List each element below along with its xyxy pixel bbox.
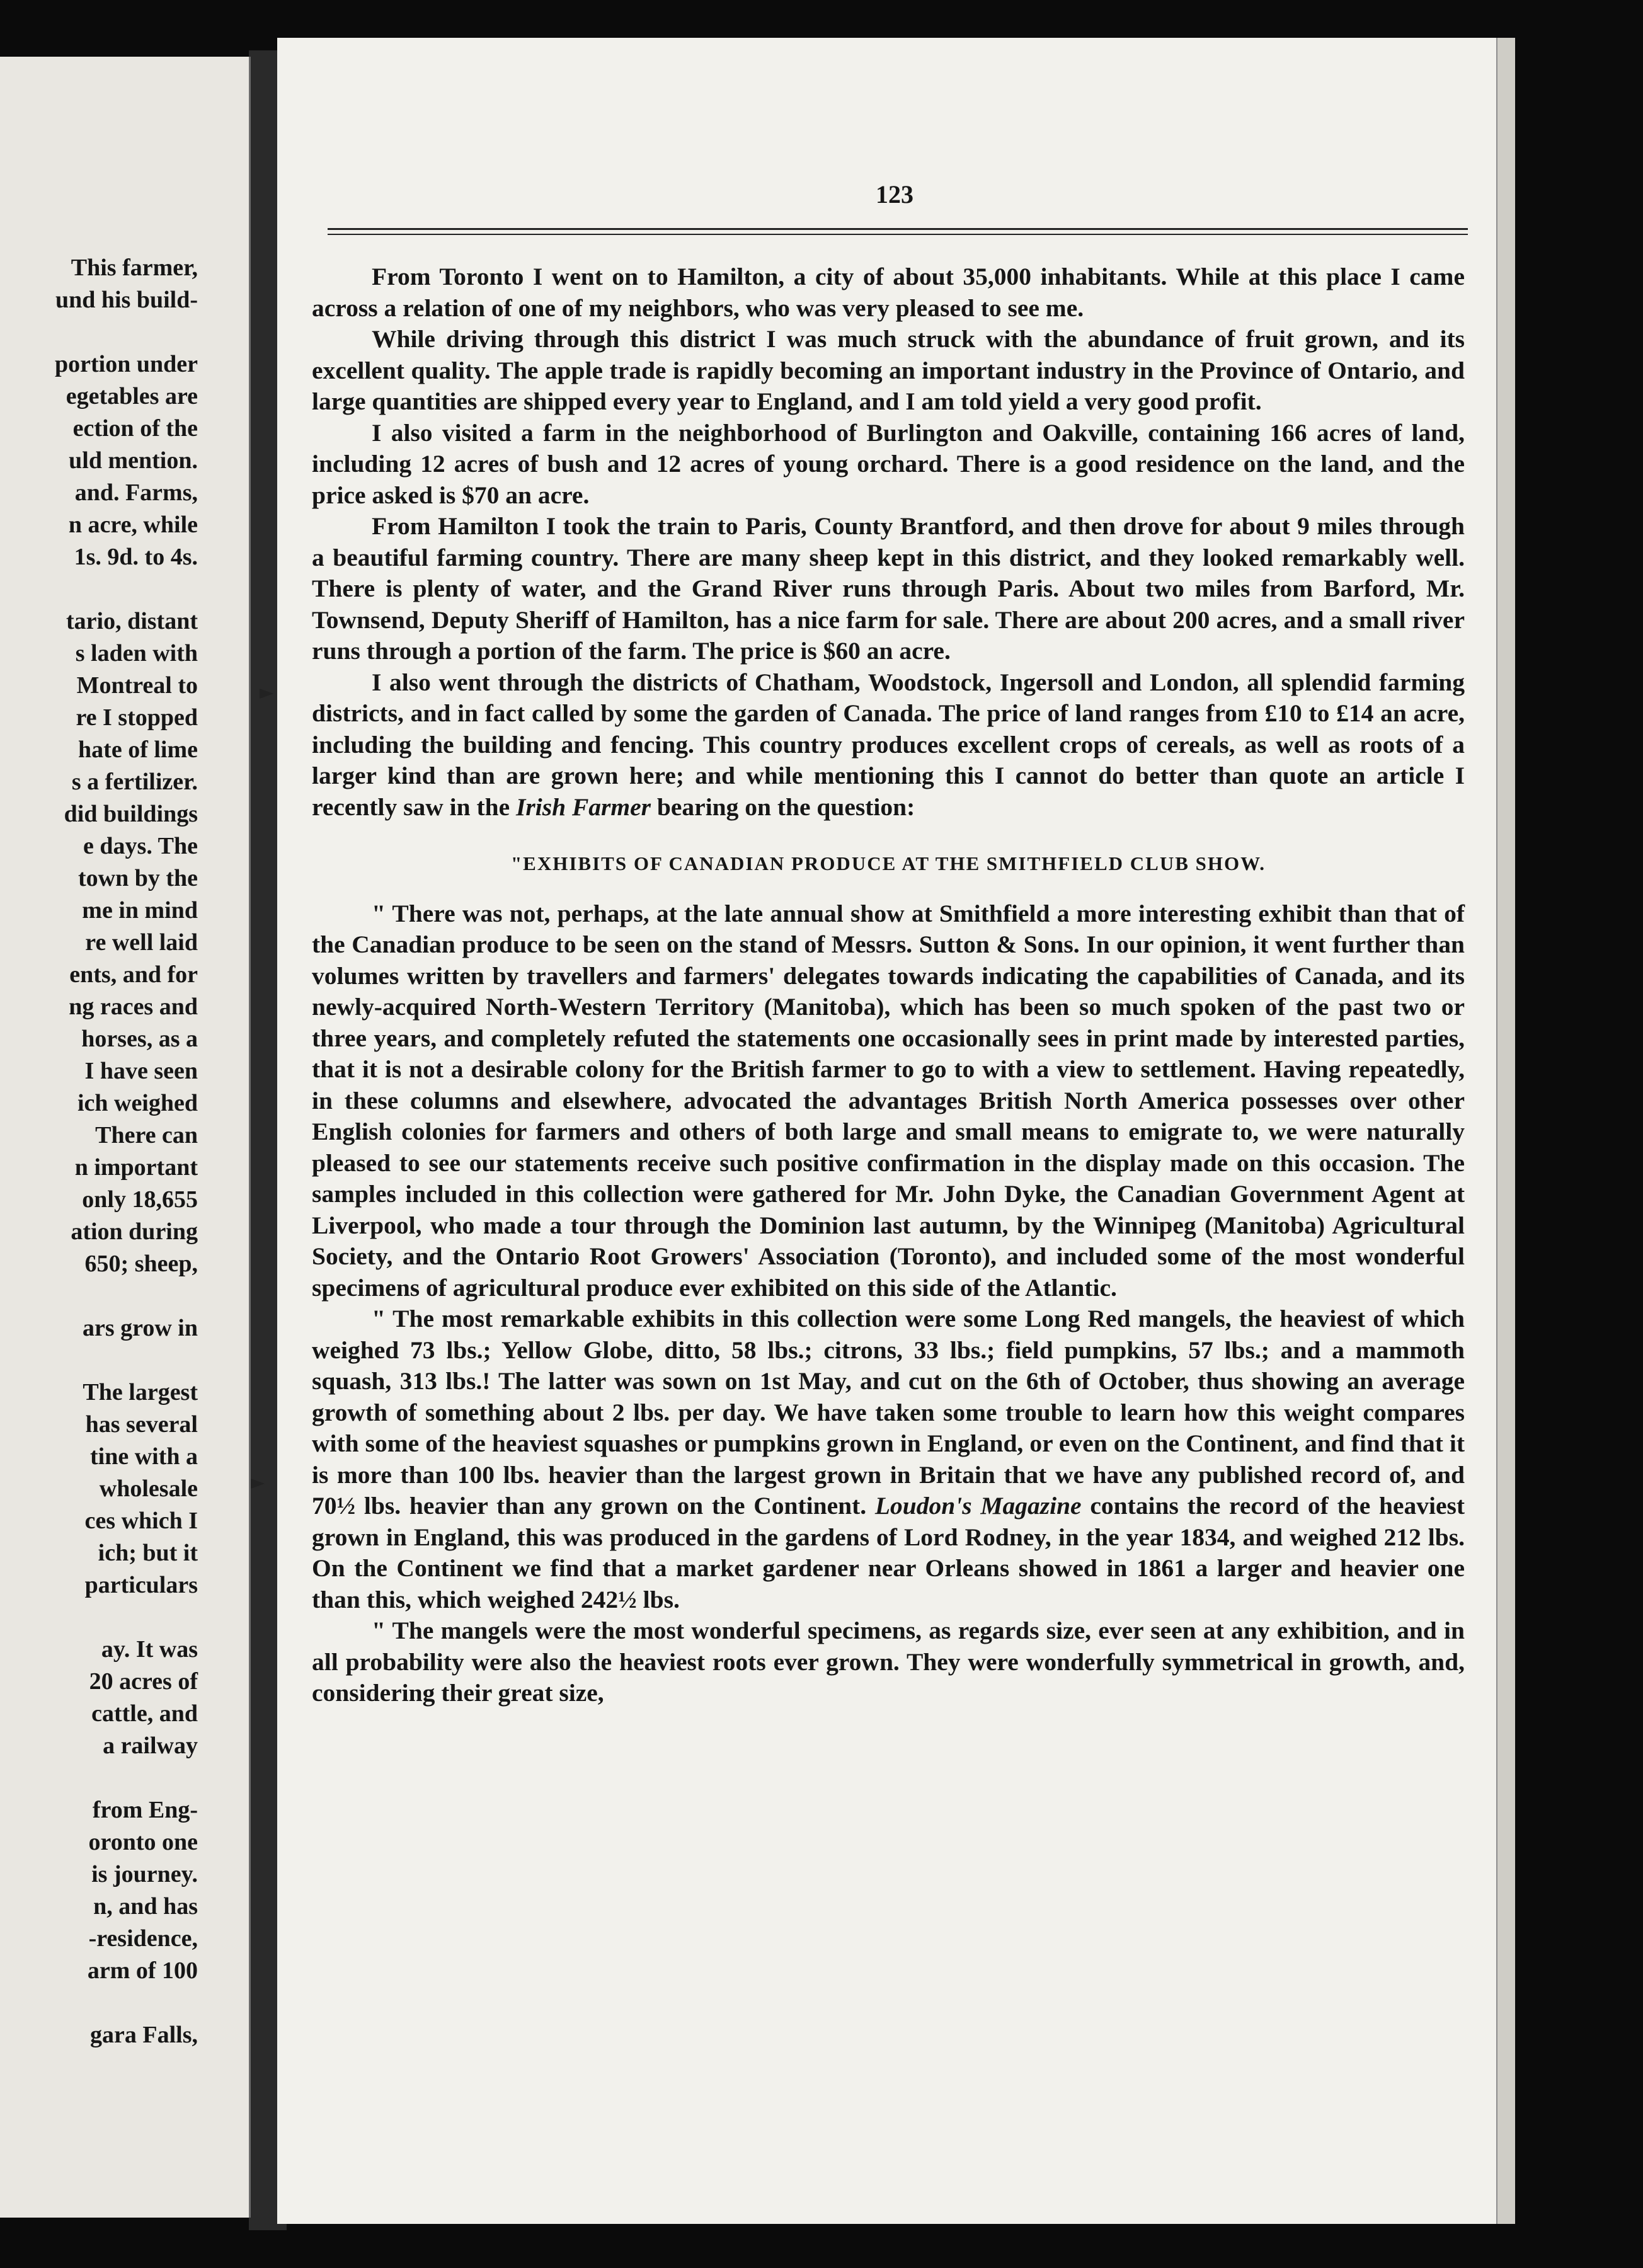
- quoted-paragraph: " The mangels were the most wonderful specimens, as regards size, ever seen at any exhibition, and in all probability were also the heaviest roots ever grown. They were wonderfully symmetrical in growth, and, considering their great size,: [312, 1617, 1465, 1707]
- page-number: 123: [876, 180, 913, 209]
- quoted-paragraph: " There was not, perhaps, at the late annual show at Smithfield a more interesting exhibit than that of the Canadian produce to be seen on the stand of Messrs. Sutton & Sons. In our opinion, it went further than volumes written by travellers and farmers' delegates towards indicating the capabilities of Canada, and its newly-acquired North-Western Territory (Manitoba), which has been so much spoken of the past two or three years, and completely refuted the statements one occasionally sees in print made by interested parties, that it is not a desirable colony for the British farmer to go to with a view to settlement. Having repeatedly, in these columns and elsewhere, advocated the advantages British North America possesses over other English colonies for farmers and others of both large and small means to emigrate to, we were naturally pleased to see our statements receive such positive confirmation in the display made on this occasion. The samples included in this collection were gathered for Mr. John Dyke, the Canadian Government Agent at Liverpool, who made a tour through the Dominion last autumn, by the Winnipeg (Manitoba) Agricultural Society, and the Ontario Root Growers' Association (Toronto), and included some of the most wonderful specimens of agricultural produce ever exhibited on this side of the Atlantic.: [312, 899, 1465, 1302]
- paragraph-text: I also went through the districts of Chatham, Woodstock, Ingersoll and London, all splendid farming districts, and in fact called by some the garden of Canada. The price of land ranges from £10 to £14 an acre, including the building and fencing. This country produces excellent crops of cereals, as well as roots of a larger kind than are grown here; and while mentioning this I cannot do better than quote an article I recently saw in the: [312, 668, 1465, 821]
- paragraph: From Toronto I went on to Hamilton, a city of about 35,000 inhabitants. While at this place I came across a relation of one of my neighbors, who was very pleased to see me.: [312, 263, 1465, 322]
- left-page-line: [9, 1280, 198, 1312]
- left-page-line: s a fertilizer.: [71, 769, 198, 795]
- left-page-line: n, and has: [93, 1893, 198, 1920]
- left-page-line: [9, 1762, 198, 1794]
- left-page-line: oronto one: [88, 1829, 198, 1855]
- left-page-line: ich; but it: [98, 1540, 198, 1566]
- left-page-line: cattle, and: [91, 1700, 198, 1727]
- left-page-line: und his build-: [55, 287, 198, 313]
- left-page-line: egetables are: [66, 383, 198, 410]
- left-page-line: [9, 316, 198, 348]
- page-edge: [1496, 38, 1515, 2224]
- left-page-line: [9, 1344, 198, 1377]
- left-page-line: ces which I: [84, 1508, 198, 1534]
- paragraph-text: contains the record of the heaviest grown in England, this was produced in the gardens of Lord Rodney, in the year 1834, and weighed 212 lbs. On the Continent we find that a market gardener near Orleans showed in 1861 a larger and heavier one than this, which weighed 242½ lbs.: [312, 1492, 1465, 1613]
- left-page-line: gara Falls,: [90, 2022, 198, 2048]
- left-page-line: The largest: [83, 1379, 198, 1406]
- left-page-line: hate of lime: [78, 736, 198, 763]
- section-heading: "EXHIBITS OF CANADIAN PRODUCE AT THE SMITHFIELD CLUB SHOW.: [510, 852, 1266, 874]
- left-page-line: uld mention.: [69, 447, 198, 474]
- left-page-line: ich weighed: [77, 1090, 198, 1116]
- left-page-line: portion under: [55, 351, 198, 377]
- left-page-line: town by the: [77, 865, 198, 891]
- article-body: [312, 261, 1465, 1709]
- left-page-line: has several: [85, 1411, 198, 1438]
- left-page-line: There can: [95, 1122, 198, 1148]
- header-rule: [328, 228, 1468, 235]
- left-page: [0, 57, 251, 2218]
- left-page-line: ation during: [71, 1218, 198, 1245]
- paragraph: From Hamilton I took the train to Paris, County Brantford, and then drove for about 9 miles through a beautiful farming country. There are many sheep kept in this district, and they looked remarkably well. There is plenty of water, and the Grand River runs through Paris. About two miles from Barford, Mr. Townsend, Deputy Sheriff of Hamilton, has a nice farm for sale. There are about 200 acres, and a small river runs through a portion of the farm. The price is $60 an acre.: [312, 512, 1465, 665]
- publication-title: Loudon's Magazine: [874, 1492, 1082, 1520]
- left-page-line: arm of 100: [87, 1957, 198, 1984]
- left-page-line: n important: [74, 1154, 198, 1181]
- quoted-paragraph: [312, 1303, 1465, 1615]
- left-page-text: [9, 252, 198, 2051]
- left-page-line: wholesale: [99, 1475, 198, 1502]
- left-page-line: and. Farms,: [74, 479, 198, 506]
- paragraph: While driving through this district I was much struck with the abundance of fruit grown, and its excellent quality. The apple trade is rapidly becoming an important industry in the Province of Ontario, and large quantities are shipped every year to England, and I am told yield a very good profit.: [312, 325, 1465, 415]
- left-page-line: -residence,: [88, 1925, 198, 1952]
- paragraph: [312, 667, 1465, 823]
- left-page-line: from Eng-: [92, 1797, 198, 1823]
- left-page-line: tario, distant: [66, 608, 198, 634]
- left-page-line: s laden with: [75, 640, 198, 667]
- left-page-line: me in mind: [82, 897, 198, 924]
- paragraph-text: " The most remarkable exhibits in this collection were some Long Red mangels, the heaviest of which weighed 73 lbs.; Yellow Globe, ditto, 58 lbs.; citrons, 33 lbs.; field pumpkins, 57 lbs.; and a mammoth squash, 313 lbs.! The latter was sown on 1st May, and cut on the 6th of October, thus showing an average growth of something about 2 lbs. per day. We have taken some trouble to learn how this weight compares with some of the heaviest squashes or pumpkins grown in England, or even on the Continent, and find that it is more than 100 lbs. heavier than the largest grown in Britain that we have any published record of, and 70½ lbs. heavier than any grown on the Continent.: [312, 1305, 1465, 1520]
- publication-title: Irish Farmer: [516, 793, 651, 821]
- left-page-line: 20 acres of: [89, 1668, 198, 1695]
- left-page-line: horses, as a: [81, 1026, 198, 1052]
- left-page-line: is journey.: [91, 1861, 198, 1887]
- left-page-line: particulars: [84, 1572, 198, 1598]
- left-page-line: [9, 1601, 198, 1634]
- left-page-line: a railway: [103, 1732, 198, 1759]
- left-page-line: ay. It was: [101, 1636, 198, 1663]
- left-page-line: did buildings: [64, 801, 198, 827]
- left-page-line: re well laid: [85, 929, 198, 956]
- left-page-line: ection of the: [72, 415, 198, 442]
- left-page-line: only 18,655: [82, 1186, 198, 1213]
- left-page-line: 650; sheep,: [84, 1251, 198, 1277]
- left-page-line: This farmer,: [71, 255, 198, 281]
- left-page-line: ng races and: [69, 994, 198, 1020]
- left-page-line: ents, and for: [69, 961, 198, 988]
- left-page-line: 1s. 9d. to 4s.: [74, 544, 198, 570]
- left-page-line: Montreal to: [76, 672, 198, 699]
- margin-arrow-mark: [251, 1479, 278, 1489]
- left-page-line: n acre, while: [68, 512, 198, 538]
- left-page-line: tine with a: [90, 1443, 198, 1470]
- left-page-line: [9, 1987, 198, 2019]
- left-page-line: re I stopped: [76, 704, 198, 731]
- left-page-line: e days. The: [83, 833, 198, 859]
- left-page-line: I have seen: [84, 1058, 198, 1084]
- left-page-line: [9, 573, 198, 605]
- paragraph: I also visited a farm in the neighborhood of Burlington and Oakville, containing 166 acres of land, including 12 acres of bush and 12 acres of young orchard. There is a good residence on the land, and the price asked is $70 an acre.: [312, 418, 1465, 509]
- left-page-line: ars grow in: [83, 1315, 198, 1341]
- margin-arrow-mark: [260, 689, 287, 699]
- paragraph-text: bearing on the question:: [656, 793, 915, 821]
